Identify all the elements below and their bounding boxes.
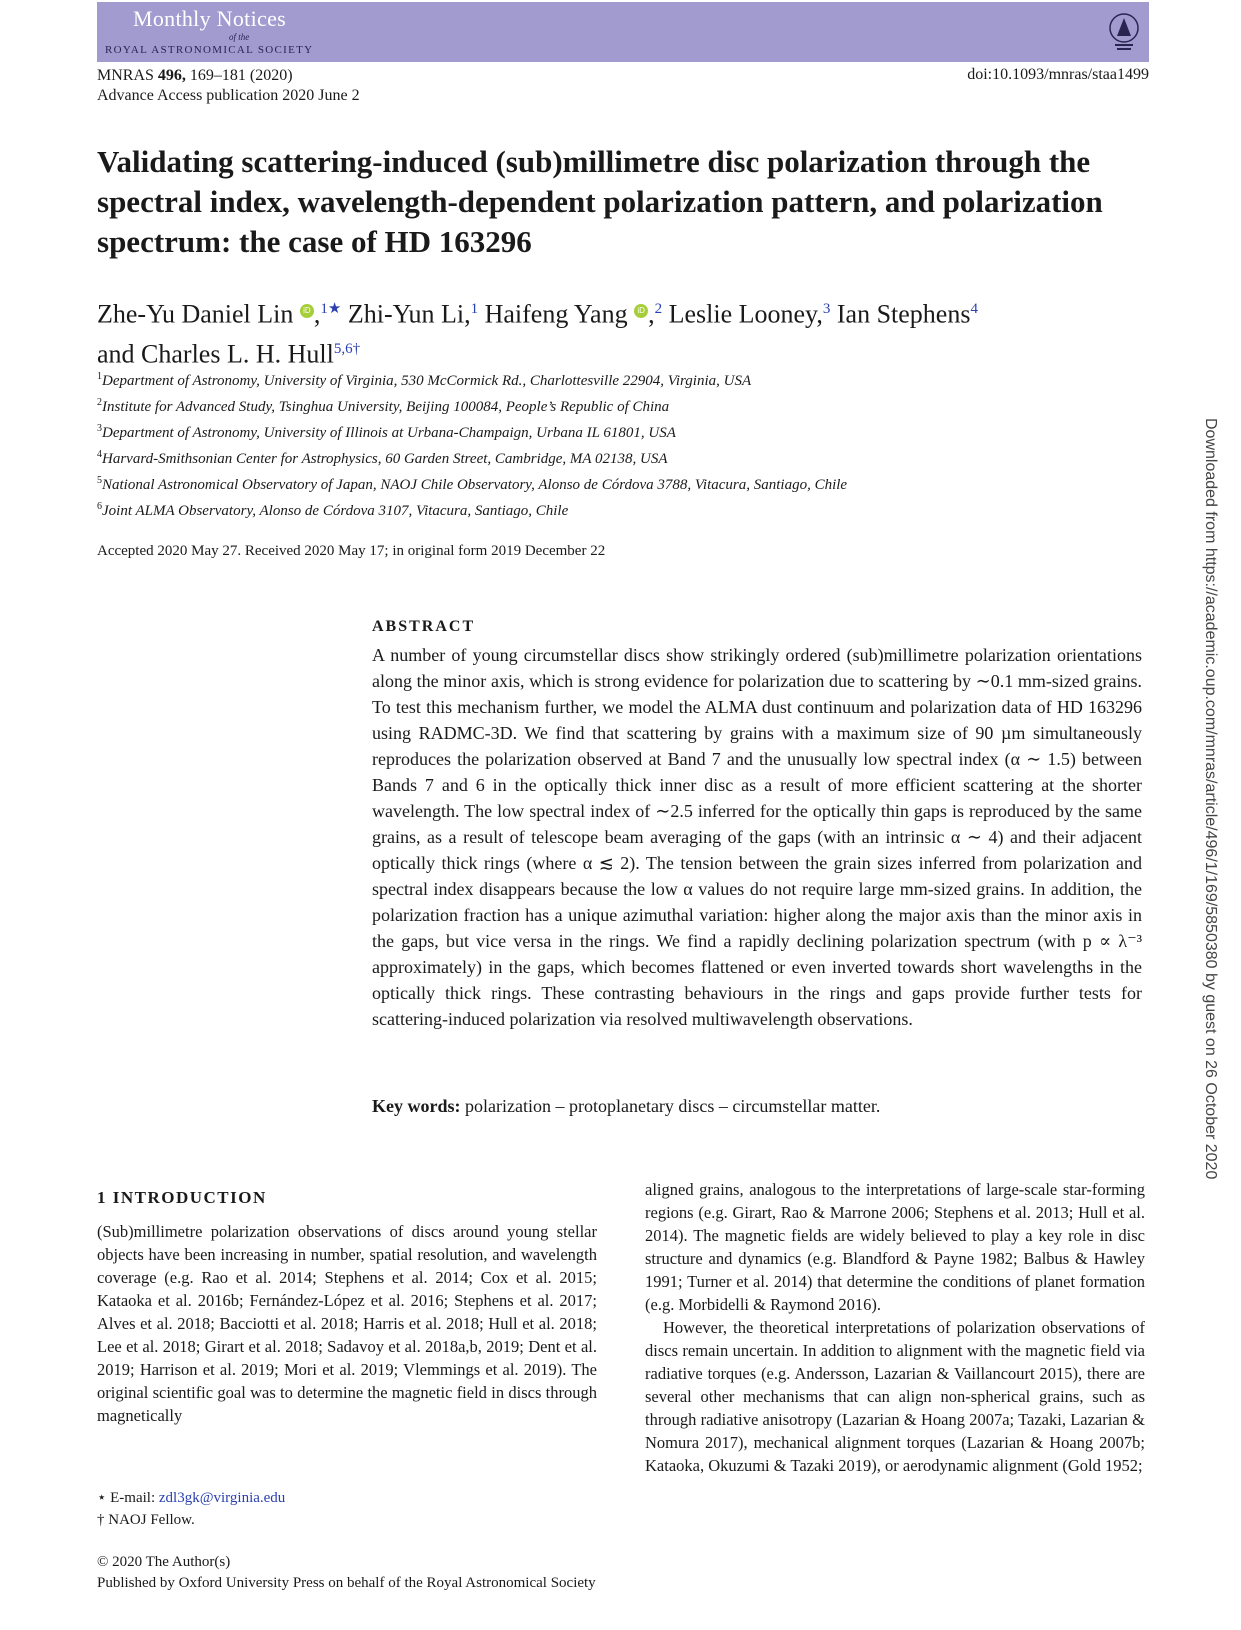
email-prefix: ⋆ E-mail: bbox=[97, 1490, 159, 1506]
affiliation-item bbox=[97, 470, 847, 496]
received-dates: Accepted 2020 May 27. Received 2020 May 17; in original form 2019 December 22 bbox=[97, 543, 606, 559]
abstract-text: A number of young circumstellar discs show strikingly ordered (sub)millimetre polarization orientations along the minor axis, which is strong evidence for polarization due to scattering by ∼0.1 mm-sized grains. To test this mechanism further, we model the ALMA dust continuum and polarization data of HD 163296 using RADMC-3D. We find that scattering by grains with a maximum size of 90 µm simultaneously reproduces the polarization observed at Band 7 and the unusually low spectral index (α ∼ 1.5) between Bands 7 and 6 in the optically thick inner disc as a result of more efficient scattering at the shorter wavelength. The low spectral index of ∼2.5 inferred for the optically thin gaps is reproduced by the same grains, as a result of telescope beam averaging of the gaps (with an intrinsic α ∼ 4) and their adjacent optically thick rings (where α ≲ 2). The tension between the grain sizes inferred from polarization and spectral index disappears because the low α values do not require large mm-sized grains. In addition, the polarization fraction has a unique azimuthal variation: higher along the major axis than the minor axis in the gaps, but vice versa in the rings. We find a rapidly declining polarization spectrum (with p ∝ λ⁻³ approximately) in the gaps, which becomes flattened or even inverted towards short wavelengths in the optically thick rings. These contrasting behaviours in the rings and gaps provide further tests for scattering-induced polarization via resolved multiwavelength observations. bbox=[372, 645, 1142, 1029]
affiliation-text: National Astronomical Observatory of Japan, NAOJ Chile Observatory, Alonso de Córdova 3788, Vitacura, Santiago, Chile bbox=[102, 477, 848, 493]
author-affil-sup[interactable]: 1 bbox=[470, 301, 479, 317]
copyright bbox=[97, 1552, 596, 1594]
affiliation-item bbox=[97, 496, 847, 522]
society-name: ROYAL ASTRONOMICAL SOCIETY bbox=[105, 44, 314, 56]
author-affil-sup[interactable]: 5,6† bbox=[333, 340, 361, 357]
affiliation-number: 1 bbox=[97, 371, 102, 382]
paper-title: Validating scattering-induced (sub)millimetre disc polarization through the spectral index, wavelength-dependent polarization pattern, and polarization spectrum: the case of HD 163296 bbox=[97, 144, 1103, 259]
affiliation-number: 3 bbox=[97, 423, 102, 434]
author-name: and Charles L. H. Hull bbox=[97, 339, 334, 369]
society-crest-icon bbox=[1107, 10, 1141, 54]
journal-name: Monthly Notices bbox=[133, 6, 286, 31]
footnotes bbox=[97, 1487, 285, 1531]
citation-prefix: MNRAS bbox=[97, 67, 158, 84]
journal-banner bbox=[97, 2, 1149, 62]
keywords bbox=[372, 1096, 880, 1117]
doi-label: doi:10.1093/mnras/staa1499 bbox=[967, 66, 1149, 83]
keywords-label: Key words: bbox=[372, 1096, 461, 1116]
intro-paragraph: aligned grains, analogous to the interpretations of large-scale star-forming regions (e.g. Girart, Rao & Marrone 2006; Stephens et al. 2013; Hull et al. 2014). The magnetic fields are widely believed to play a key role in disc structure and dynamics (e.g. Blandford & Payne 1982; Balbus & Hawley 1991; Turner et al. 2014) that determine the conditions of planet formation (e.g. Morbidelli & Raymond 2016). bbox=[645, 1180, 1145, 1314]
author-name: Leslie Looney, bbox=[668, 299, 823, 329]
author-name: Ian Stephens bbox=[836, 299, 971, 329]
affiliation-number: 5 bbox=[97, 475, 102, 486]
fellow-note: † NAOJ Fellow. bbox=[97, 1512, 195, 1528]
affiliation-text: Institute for Advanced Study, Tsinghua University, Beijing 100084, People’s Republic of China bbox=[102, 399, 670, 415]
intro-left-column: (Sub)millimetre polarization observations of discs around young stellar objects have been increasing in number, spatial resolution, and wavelength coverage (e.g. Rao et al. 2014; Stephens et al. 2014; Cox et al. 2015; Kataoka et al. 2016b; Fernández-López et al. 2016; Stephens et al. 2017; Alves et al. 2018; Bacciotti et al. 2018; Harris et al. 2018; Hull et al. 2018; Lee et al. 2018; Girart et al. 2018; Sadavoy et al. 2018a,b, 2019; Dent et al. 2019; Harrison et al. 2019; Mori et al. 2019; Vlemmings et al. 2019). The original scientific goal was to determine the magnetic field in discs through magnetically bbox=[97, 1222, 597, 1425]
author-affil-sup[interactable]: 4 bbox=[970, 301, 978, 317]
author-affil-sup[interactable]: 2 bbox=[654, 301, 663, 317]
affiliation-text: Department of Astronomy, University of Illinois at Urbana-Champaign, Urbana IL 61801, USA bbox=[102, 425, 676, 441]
affiliation-text: Harvard-Smithsonian Center for Astrophysics, 60 Garden Street, Cambridge, MA 02138, USA bbox=[102, 451, 668, 467]
abstract-heading: ABSTRACT bbox=[372, 618, 476, 635]
affiliation-item bbox=[97, 366, 847, 392]
affiliation-item bbox=[97, 444, 847, 470]
orcid-icon[interactable]: iD bbox=[634, 304, 648, 318]
citation-volume: 496, bbox=[157, 67, 186, 84]
intro-right-column bbox=[645, 1178, 1145, 1477]
journal-of: of the bbox=[229, 32, 250, 42]
orcid-icon[interactable]: iD bbox=[300, 304, 314, 318]
affiliation-list bbox=[97, 366, 847, 522]
author-list: Zhe-Yu Daniel Lin iD ,$^{1★}$ Zhi-Yun Li,$^1$ Haifeng Yang iD ,$^2$ Leslie Looney,$^3$ Ian Stephens$^4$ and Charles L. H. Hull$^{5,6\dagger}$ bbox=[97, 299, 978, 369]
publisher-line: Published by Oxford University Press on behalf of the Royal Astronomical Society bbox=[97, 1575, 596, 1591]
affiliation-text: Joint ALMA Observatory, Alonso de Córdova 3107, Vitacura, Santiago, Chile bbox=[102, 503, 569, 519]
author-name: Zhe-Yu Daniel Lin bbox=[97, 299, 294, 329]
affiliation-number: 2 bbox=[97, 397, 102, 408]
keywords-list: polarization – protoplanetary discs – circumstellar matter. bbox=[460, 1096, 881, 1116]
download-watermark: Downloaded from https://academic.oup.com/mnras/article/496/1/169/5850380 by guest on 26 October 2020 bbox=[1202, 418, 1219, 1180]
affiliation-item bbox=[97, 392, 847, 418]
copyright-line: © 2020 The Author(s) bbox=[97, 1554, 231, 1570]
advance-access: Advance Access publication 2020 June 2 bbox=[97, 87, 360, 104]
author-affil-sup[interactable]: 1★ bbox=[320, 301, 342, 317]
email-link[interactable]: zdl3gk@virginia.edu bbox=[158, 1490, 286, 1506]
intro-paragraph: However, the theoretical interpretations of polarization observations of discs remain uncertain. In addition to alignment with the magnetic field via radiative torques (e.g. Andersson, Lazarian & Vaillancourt 2015), there are several other mechanisms that can align non-spherical grains, such as through radiative anisotropy (Lazarian & Hoang 2007a; Tazaki, Lazarian & Nomura 2017), mechanical alignment torques (Lazarian & Hoang 2007b; Kataoka, Okuzumi & Tazaki 2019), or aerodynamic alignment (Gold 1952; bbox=[645, 1318, 1145, 1475]
author-name: Zhi-Yun Li, bbox=[347, 299, 471, 329]
affiliation-number: 4 bbox=[97, 449, 102, 460]
affiliation-text: Department of Astronomy, University of Virginia, 530 McCormick Rd., Charlottesville 22904, Virginia, USA bbox=[102, 373, 752, 389]
section-heading-introduction: 1 INTRODUCTION bbox=[97, 1188, 267, 1207]
author-affil-sup[interactable]: 3 bbox=[822, 301, 831, 317]
author-name: Haifeng Yang bbox=[484, 299, 628, 329]
citation-meta bbox=[97, 66, 360, 106]
citation-pages: 169–181 (2020) bbox=[185, 67, 293, 84]
affiliation-item bbox=[97, 418, 847, 444]
affiliation-number: 6 bbox=[97, 501, 102, 512]
